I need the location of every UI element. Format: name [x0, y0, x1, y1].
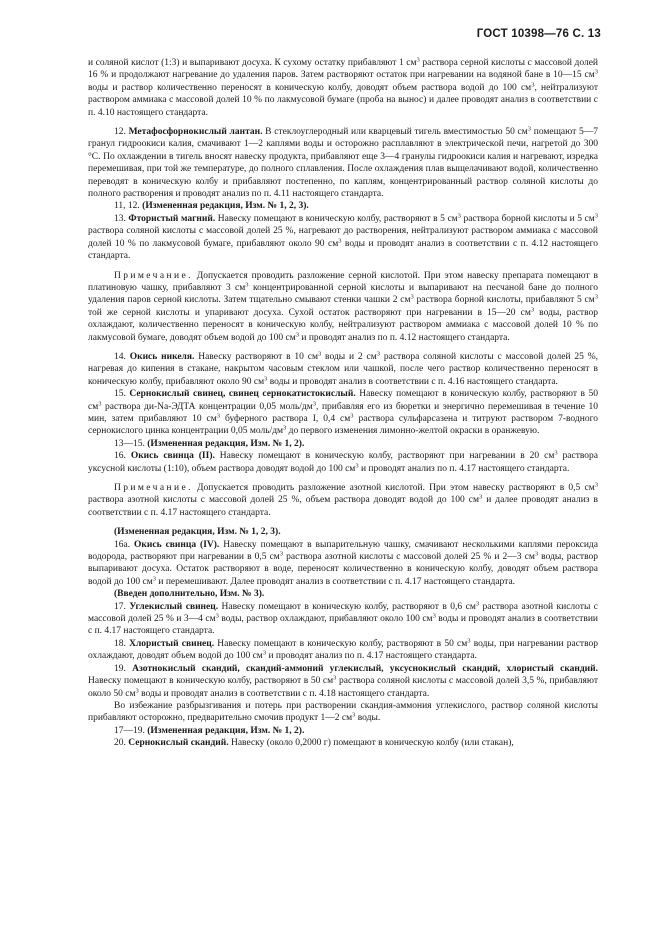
- text-run: 15.: [114, 389, 130, 400]
- text-run: и далее проводят анализ в соответствии с п. 4.17 настоящего стандарта.: [88, 495, 598, 518]
- text-run: той же серной кислоты и упаривают досуха. Сухой остаток растворяют при нагревании в 15—20 см: [88, 307, 531, 318]
- text-run: Навеску помещают в коническую колбу, растворяют в 5 см: [215, 213, 458, 224]
- superscript: 3: [152, 575, 157, 583]
- document-body: [88, 57, 598, 750]
- paragraph-p11: [88, 526, 598, 538]
- superscript: 3: [410, 293, 414, 301]
- superscript: 3: [457, 212, 461, 220]
- superscript: 3: [98, 400, 102, 408]
- paragraph-gap: [88, 119, 598, 126]
- superscript: 3: [594, 293, 598, 301]
- bold-heading: Метафосфорнокислый лантан.: [128, 127, 263, 138]
- text-run: воды, раствор охлаждают, количественно переносят в коническую колбу, нейтрализуют раствором аммиака с массовой долей 10 % по лакмусовой бумаге, доводят объем водой до 100 см: [88, 307, 598, 343]
- note-label: Примечание.: [114, 483, 193, 493]
- text-run: Допускается проводить разложение азотной кислотой. При этом навеску растворяют в 0,5 см: [192, 483, 595, 493]
- paragraph-p14: [88, 601, 598, 638]
- text-run: , нейтрализуют раствором аммиака с массовой долей 10 % по лакмусовой бумаге (проба на вынос) и далее проводят анализ в соответствии с п. 4.10 настоящего стандарта.: [88, 82, 598, 118]
- text-run: воды и 2 см: [321, 351, 377, 362]
- text-run: раствора борной кислоты, прибавляют 5 см: [413, 295, 595, 306]
- paragraph-p12: [88, 539, 598, 589]
- text-run: раствора сульфарсазена и титруют раствором 7-водного сернокислого цинка концентрации 0,05 моль/дм: [88, 413, 598, 437]
- text-run: раствора соляной кислоты с массовой долей 25 %, нагревают до растворения, нейтрализуют раствором аммиака с массовой долей 10 % по лакмусовой бумаге, прибавляют около 90 см: [88, 226, 598, 249]
- bold-heading: (Введен дополнительно, Изм. № 3).: [114, 589, 265, 600]
- paragraph-p3: [88, 200, 598, 212]
- superscript: 3: [594, 68, 598, 76]
- text-run: и проводят анализ по п. 4.12 настоящего стандарта.: [299, 332, 510, 343]
- superscript: 3: [594, 212, 598, 220]
- text-run: воды.: [355, 713, 381, 724]
- paragraph-gap: [88, 344, 598, 351]
- superscript: 3: [317, 350, 322, 358]
- superscript: 3: [352, 711, 356, 719]
- text-run: 13.: [114, 213, 129, 224]
- text-run: воды и проводят анализ в соответствии с п. 4.12 настоящего стандарта.: [88, 238, 599, 262]
- superscript: 3: [554, 449, 558, 457]
- text-run: Навеску помещают в коническую колбу, растворяют в 0,6 см: [218, 601, 476, 612]
- superscript: 3: [527, 125, 532, 133]
- text-run: и проводят анализ по п. 4.17 настоящего стандарта.: [266, 651, 477, 662]
- superscript: 3: [475, 600, 480, 608]
- superscript: 3: [264, 375, 268, 383]
- text-run: Навеску помещают в коническую колбу, растворяют в 50 см: [88, 676, 334, 687]
- note-label: Примечание.: [114, 270, 193, 281]
- bold-heading: Сернокислый скандий.: [128, 738, 229, 749]
- paragraph-p6: [88, 351, 598, 388]
- paragraph-gap: [88, 263, 598, 270]
- bold-heading: (Измененная редакция, Изм. № 1, 2, 3).: [114, 527, 281, 538]
- superscript: 3: [530, 306, 535, 314]
- text-run: раствора уксусной кислоты (1:10), объем раствора доводят водой до 100 см: [88, 451, 598, 474]
- paragraph-gap: [88, 519, 598, 526]
- text-run: 16а.: [114, 539, 135, 550]
- bold-heading: (Измененная редакция, Изм. № 1, 2).: [147, 725, 305, 736]
- superscript: 3: [215, 612, 219, 620]
- superscript: 3: [355, 462, 359, 470]
- bold-heading: (Измененная редакция, Изм. № 1, 2, 3).: [142, 201, 309, 212]
- text-run: Навеску (около 0,2000 г) помещают в коническую колбу (или стакан),: [228, 738, 514, 749]
- paragraph-p19: [88, 737, 598, 749]
- superscript: 3: [135, 687, 139, 694]
- text-run: 17.: [114, 601, 130, 612]
- text-run: 12.: [114, 127, 129, 138]
- text-run: Допускается проводить разложение серной кислотой. При этом навеску препарата помещают в платиновую чашку, прибавляют 3 см: [88, 270, 598, 293]
- bold-heading: Сернокислый свинец, свинец сернокатистокислый.: [129, 389, 356, 400]
- superscript: 3: [295, 331, 300, 339]
- paragraph-p17: [88, 700, 598, 725]
- text-run: раствора серной кислоты с массовой долей 16 % и продолжают нагревание до удаления паров. Затем растворяют остаток при нагревании на водяной бане в 10—15 см: [88, 58, 598, 81]
- text-run: 18.: [114, 638, 130, 649]
- superscript: 3: [350, 412, 354, 420]
- paragraph-p16: [88, 663, 598, 700]
- text-run: раствора ди-Na-ЭДТА концентрации 0,05 моль/дм: [101, 401, 313, 412]
- superscript: 3: [467, 637, 471, 645]
- page-header: ГОСТ 10398—76 С. 13: [476, 28, 601, 40]
- paragraph-p4: [88, 213, 598, 263]
- paragraph-p13: [88, 588, 598, 600]
- superscript: 3: [376, 350, 381, 358]
- text-run: 20.: [114, 738, 129, 749]
- paragraph-p5: [88, 270, 598, 344]
- text-run: и соляной кислот (1:3) и выпаривают досуха. К сухому остатку прибавляют 1 см: [88, 58, 417, 68]
- text-run: воды, при нагревании раствор охлаждают, доводят объем водой до 100 см: [88, 638, 598, 662]
- superscript: 3: [216, 412, 221, 420]
- paragraph-p18: [88, 725, 598, 737]
- superscript: 3: [479, 493, 483, 501]
- text-run: концентрированной серной кислоты и выпаривают на песчаной бане до полного удаления паров серной кислоты. Затем тщательно смывают стенки чашки 2 см: [88, 282, 598, 306]
- bold-heading: Окись свинца (II).: [130, 451, 215, 462]
- text-run: Навеску растворяют в 10 см: [194, 351, 318, 362]
- paragraph-gap: [88, 475, 598, 482]
- text-run: раствора соляной кислоты с массовой долей 3,5 %, прибавляют около 50 см: [88, 676, 598, 699]
- paragraph-p15: [88, 638, 598, 663]
- bold-heading: Окись никеля.: [129, 351, 195, 362]
- superscript: 3: [262, 649, 267, 657]
- text-run: , прибавляя его из бюретки и энергично перемешивая в течение 10 мин, затем прибавляют 10 см: [88, 401, 598, 424]
- paragraph-p10: [88, 482, 598, 519]
- text-run: раствора соляной кислоты с массовой долей 25 %, нагревая до кипения в стакане, накрытом часовым стеклом или чашкой, после чего раствор количественно переносят в коническую колбу, прибавляют около 90 см: [88, 351, 599, 387]
- paragraph-p1: [88, 57, 598, 119]
- superscript: 3: [312, 400, 317, 408]
- text-run: воды и проводят анализ в соответствии с п. 4.18 настоящего стандарта.: [138, 688, 430, 699]
- text-run: Навеску помещают в коническую колбу, растворяют в 50 см: [88, 389, 599, 412]
- superscript: 3: [534, 550, 539, 558]
- bold-heading: (Измененная редакция, Изм. № 1, 2).: [147, 438, 305, 449]
- superscript: 3: [245, 281, 249, 289]
- text-run: раствора борной кислоты и 5 см: [460, 213, 595, 224]
- superscript: 3: [283, 424, 287, 432]
- text-run: 16.: [114, 451, 131, 462]
- bold-heading: Фтористый магний.: [128, 213, 216, 224]
- superscript: 3: [279, 550, 284, 558]
- text-run: 13—15.: [114, 438, 148, 449]
- text-run: воды и раствор количественно переносят в коническую колбу, доводят объем раствора водой до 100 см: [88, 82, 532, 93]
- text-run: буферного раствора I, 0,4 см: [220, 413, 351, 424]
- bold-heading: Окись свинца (IV).: [134, 539, 220, 550]
- bold-heading: Углекислый свинец.: [129, 601, 219, 612]
- text-run: В стеклоуглеродный или кварцевый тигель вместимостью 50 см: [262, 127, 528, 138]
- text-run: воды, раствор выпаривают досуха. Остаток растворяют в воде, переносят количественно в коническую колбу, доводят объем раствора водой до 100 см: [88, 552, 598, 587]
- text-run: 19.: [114, 663, 133, 674]
- text-run: Навеску помещают в коническую колбу, растворяют в 50 см: [214, 638, 468, 649]
- paragraph-p8: [88, 438, 598, 450]
- text-run: 17—19.: [114, 725, 148, 736]
- text-run: раствора азотной кислоты с массовой долей 25 %, объем раствора доводят водой до 100 см: [88, 495, 479, 506]
- text-run: и проводят анализ по п. 4.17 настоящего стандарта.: [358, 463, 570, 474]
- text-run: до первого изменения лимонно-желтой окраски в оранжевую.: [286, 426, 540, 437]
- text-run: Навеску помещают в коническую колбу, растворяют при нагревании в 20 см: [214, 451, 555, 462]
- superscript: 3: [594, 481, 598, 489]
- text-run: Во избежание разбрызгивания и потерь при растворении скандия-аммония углекислого, раствор соляной кислоты прибавляют осторожно, предварительно смочив продукт 1—2 см: [88, 700, 598, 724]
- text-run: раствора азотной кислоты с массовой долей 25 % и 2—3 см: [283, 552, 535, 563]
- superscript: 3: [338, 237, 342, 245]
- text-run: раствора азотной кислоты с массовой долей 25 % и 3—4 см: [88, 601, 598, 625]
- text-run: воды и проводят анализ в соответствии с п. 4.17 настоящего стандарта.: [88, 614, 598, 637]
- text-run: воды, раствор охлаждают, прибавляют около 100 см: [218, 614, 433, 625]
- bold-heading: Азотнокислый скандий, скандий-аммоний углекислый, уксуснокислый скандий, хлористый скандий.: [132, 663, 598, 674]
- text-run: воды и проводят анализ в соответствии с п. 4.16 настоящего стандарта.: [267, 376, 558, 387]
- paragraph-p7: [88, 388, 598, 438]
- superscript: 3: [531, 81, 535, 89]
- superscript: 3: [416, 56, 420, 64]
- text-run: Навеску помещают в выпарительную чашку, смачивают несколькими каплями пероксида водорода, растворяют при нагревании в 0,5 см: [88, 539, 598, 563]
- text-run: 14.: [114, 351, 130, 362]
- paragraph-p9: [88, 450, 598, 475]
- text-run: помещают 5—7 гранул гидроокиси калия, смачивают 1—2 каплями воды и осторожно расплавляют в электрической печи, нагретой до 300 °С. По охлаждении в тигель вносят навеску продукта, прибавляют еще 3—4 гранулы гидроокиси калия и нагревают, изредка перемешивая, при той же температуре, до полного сплавления. После охлаждения плав выщелачивают водой, количественно переводят в коническую колбу и прибавляют постепенно, по каплям, концентрированный раствор соляной кислоты до полного растворения и проводят анализ по п. 4.11 настоящего стандарта.: [88, 127, 598, 200]
- superscript: 3: [333, 674, 337, 682]
- text-run: 11, 12.: [114, 201, 143, 212]
- paragraph-p2: [88, 126, 598, 200]
- superscript: 3: [432, 612, 436, 620]
- text-run: и перемешивают. Далее проводят анализ в соответствии с п. 4.17 настоящего стандарта.: [156, 576, 516, 587]
- bold-heading: Хлористый свинец.: [129, 638, 215, 649]
